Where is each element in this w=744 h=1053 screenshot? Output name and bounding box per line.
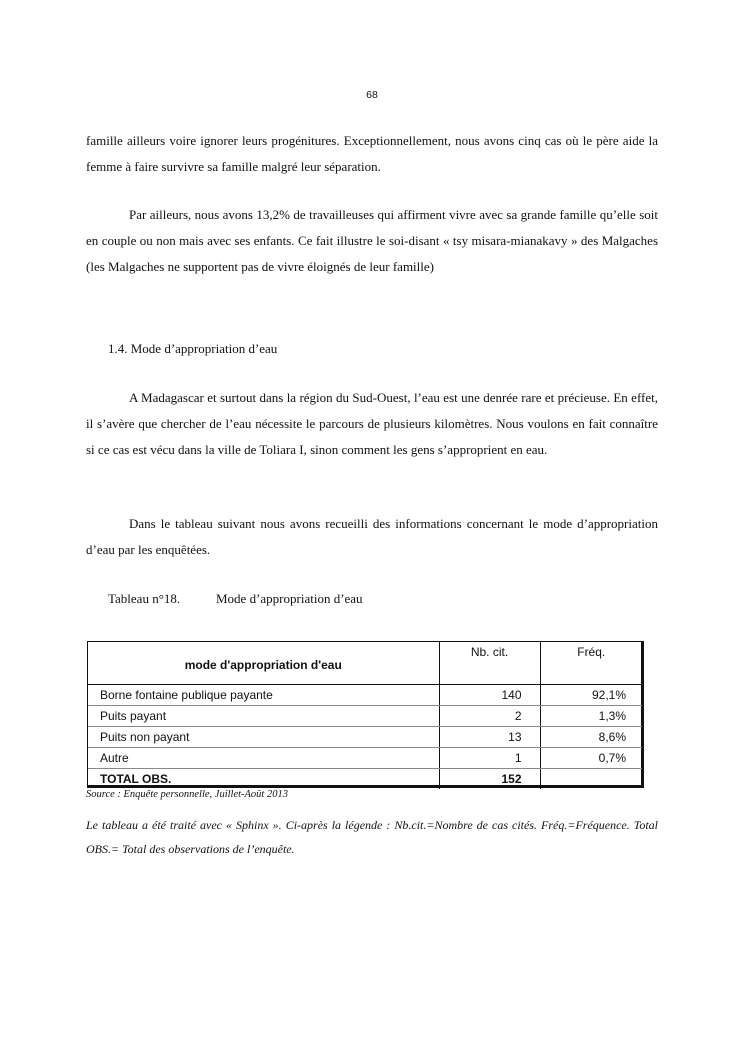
paragraph-1: famille ailleurs voire ignorer leurs progénitures. Exceptionnellement, nous avons cinq cas où le père aide la femme à faire survivre sa famille malgré leur séparation. — [86, 133, 658, 174]
table-caption — [108, 591, 363, 607]
table-caption-title: Mode d’appropriation d’eau — [216, 591, 363, 606]
row-count: 2 — [439, 705, 540, 726]
row-label: Autre — [88, 747, 439, 768]
row-label: Puits non payant — [88, 726, 439, 747]
row-label: Puits payant — [88, 705, 439, 726]
table-source: Source : Enquête personnelle, Juillet-Août 2013 — [86, 789, 288, 800]
row-freq: 0,7% — [540, 747, 642, 768]
table-caption-number: Tableau n°18. — [108, 591, 181, 606]
total-label: TOTAL OBS. — [100, 771, 172, 786]
data-table — [87, 641, 644, 788]
table-header-row — [88, 642, 642, 684]
table-row — [88, 705, 642, 726]
table-row — [88, 726, 642, 747]
page-number: 68 — [366, 89, 378, 101]
paragraph-2: Par ailleurs, nous avons 13,2% de travailleuses qui affirment vivre avec sa grande famille qu’elle soit en couple ou non mais avec ses enfants. Ce fait illustre le soi-disant « tsy misara-mianakavy » des Malgaches (les Malgaches ne supportent pas de vivre éloignés de leur famille) — [86, 207, 658, 274]
table-note: Le tableau a été traité avec « Sphinx ». Ci-après la légende : Nb.cit.=Nombre de cas cités. Fréq.=Fréquence. Total OBS.= Total des observations de l’enquête. — [86, 818, 658, 856]
section-heading: 1.4. Mode d’appropriation d’eau — [108, 341, 278, 356]
row-count: 1 — [439, 747, 540, 768]
row-count: 13 — [439, 726, 540, 747]
table-row — [88, 747, 642, 768]
paragraph-3: A Madagascar et surtout dans la région du Sud-Ouest, l’eau est une denrée rare et précieuse. En effet, il s’avère que chercher de l’eau nécessite le parcours de plusieurs kilomètres. Nous voulons en fait connaître si ce cas est vécu dans la ville de Toliara I, sinon comment les gens s’approprient en eau. — [86, 390, 658, 457]
header-freq: Fréq. — [540, 642, 642, 684]
row-freq: 1,3% — [540, 705, 642, 726]
table-total-row — [88, 768, 642, 789]
total-freq-empty — [540, 768, 642, 789]
row-label: Borne fontaine publique payante — [88, 684, 439, 705]
paragraph-4: Dans le tableau suivant nous avons recueilli des informations concernant le mode d’appropriation d’eau par les enquêtées. — [86, 516, 658, 557]
header-count: Nb. cit. — [439, 642, 540, 684]
header-mode: mode d'appropriation d'eau — [88, 642, 439, 684]
row-count: 140 — [439, 684, 540, 705]
row-freq: 8,6% — [540, 726, 642, 747]
total-count: 152 — [439, 768, 540, 789]
table-row — [88, 684, 642, 705]
row-freq: 92,1% — [540, 684, 642, 705]
